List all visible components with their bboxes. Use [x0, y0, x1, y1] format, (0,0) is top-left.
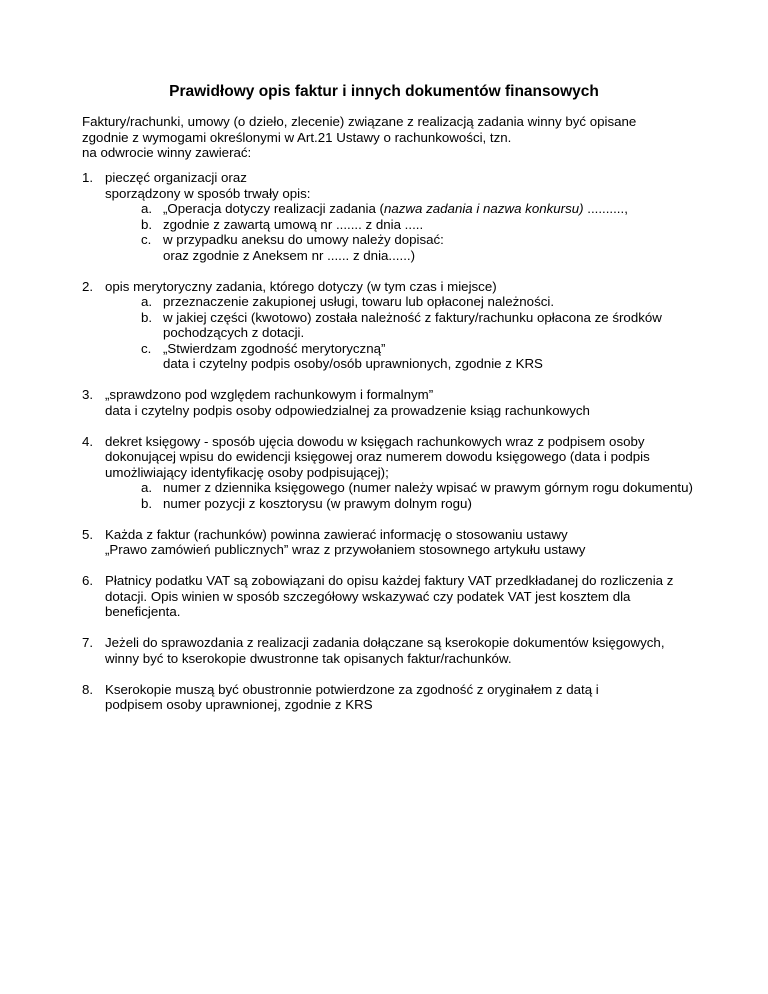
- sub-item-letter: a.: [141, 294, 153, 309]
- item-line: dokonującej wpisu do ewidencji księgowej oraz numerem dowodu księgowego (data i podpis: [105, 449, 650, 464]
- sub-item-letter: a.: [141, 480, 153, 495]
- sub-item: [105, 480, 692, 496]
- page-title: Prawidłowy opis faktur i innych dokumentów finansowych: [169, 83, 599, 100]
- item-line: data i czytelny podpis osoby odpowiedzialnej za prowadzenie ksiąg rachunkowych: [105, 402, 590, 418]
- sub-item-line: [163, 201, 692, 217]
- sub-item: [105, 310, 692, 341]
- item-line: Jeżeli do sprawozdania z realizacji zadania dołączane są kserokopie dokumentów księgowych,: [105, 635, 665, 650]
- sub-item-line: przeznaczenie zakupionej usługi, towaru lub opłaconej należności.: [163, 294, 555, 309]
- sub-item-text: „Operacja dotyczy realizacji zadania (: [163, 201, 384, 216]
- item-line: „Prawo zamówień publicznych” wraz z przywołaniem stosownego artykułu ustawy: [105, 542, 586, 557]
- list-item-6: [82, 573, 692, 620]
- intro-line: na odwrocie winny zawierać:: [82, 145, 252, 160]
- item-number: 3.: [82, 387, 94, 402]
- item-number: 5.: [82, 526, 94, 542]
- intro-paragraph: [82, 114, 682, 161]
- item-line: Kserokopie muszą być obustronnie potwierdzone za zgodność z oryginałem z datą i: [105, 681, 599, 697]
- sub-item: [105, 232, 692, 263]
- item-number: 7.: [82, 635, 94, 650]
- item-line: Płatnicy podatku VAT są zobowiązani do opisu każdej faktury VAT przedkładanej do rozliczenia z: [105, 573, 674, 588]
- sub-item-line: „Stwierdzam zgodność merytoryczną”: [163, 340, 386, 356]
- list-item-3: [82, 387, 692, 418]
- sub-item-line: oraz zgodnie z Aneksem nr ...... z dnia......): [163, 247, 416, 263]
- sub-item-letter: c.: [141, 340, 152, 356]
- item-line: dotacji. Opis winien w sposób szczegółowy wskazywać czy podatek VAT jest kosztem dla: [105, 588, 631, 604]
- sub-item-line: numer pozycji z kosztorysu (w prawym dolnym rogu): [163, 495, 472, 511]
- item-line: opis merytoryczny zadania, którego dotyczy (w tym czas i miejsce): [105, 278, 497, 294]
- item-line: podpisem osoby uprawnionej, zgodnie z KRS: [105, 697, 373, 712]
- list-item-7: [82, 635, 692, 666]
- list-item-5: [82, 527, 692, 558]
- sub-item-line: pochodzących z dotacji.: [163, 325, 305, 340]
- item-line: winny być to kserokopie dwustronne tak opisanych faktur/rachunków.: [105, 650, 512, 666]
- sub-item: [105, 201, 692, 217]
- item-line: „sprawdzono pod względem rachunkowym i formalnym”: [105, 387, 434, 402]
- intro-line: Faktury/rachunki, umowy (o dzieło, zlecenie) związane z realizacją zadania winny być opisane: [82, 114, 637, 129]
- sub-item-line: data i czytelny podpis osoby/osób uprawnionych, zgodnie z KRS: [163, 356, 543, 371]
- sub-item-letter: b.: [141, 495, 153, 511]
- item-number: 4.: [82, 433, 94, 449]
- sub-item: [105, 341, 692, 372]
- item-number: 6.: [82, 573, 94, 588]
- item-line: beneficjenta.: [105, 604, 181, 619]
- sub-item-letter: a.: [141, 201, 153, 216]
- item-number: 2.: [82, 278, 94, 294]
- sub-item: [105, 496, 692, 512]
- sub-item-text: ..........,: [583, 201, 628, 216]
- sub-item-letter: b.: [141, 309, 153, 325]
- sub-item-line: w przypadku aneksu do umowy należy dopisać:: [163, 232, 444, 247]
- list-item-4: [82, 434, 692, 512]
- requirements-list: [82, 170, 692, 728]
- sub-item-letter: b.: [141, 216, 153, 232]
- sub-item-letter: c.: [141, 232, 152, 247]
- sub-item: [105, 217, 692, 233]
- sub-item-line: w jakiej części (kwotowo) została należność z faktury/rachunku opłacona ze środków: [163, 309, 662, 325]
- sub-item-line: zgodnie z zawartą umową nr ....... z dnia .....: [163, 216, 424, 232]
- intro-line: zgodnie z wymogami określonymi w Art.21 Ustawy o rachunkowości, tzn.: [82, 129, 512, 145]
- sub-item-line: numer z dziennika księgowego (numer należy wpisać w prawym górnym rogu dokumentu): [163, 480, 693, 495]
- item-line: umożliwiający identyfikację osoby podpisującej);: [105, 464, 389, 480]
- sub-item: [105, 294, 692, 310]
- item-line: Każda z faktur (rachunków) powinna zawierać informację o stosowaniu ustawy: [105, 526, 568, 542]
- item-line: dekret księgowy - sposób ujęcia dowodu w księgach rachunkowych wraz z podpisem osoby: [105, 433, 645, 449]
- list-item-8: [82, 682, 692, 713]
- item-number: 8.: [82, 681, 94, 697]
- list-item-1: [82, 170, 692, 263]
- sub-item-italic-text: nazwa zadania i nazwa konkursu): [383, 201, 584, 216]
- item-line: sporządzony w sposób trwały opis:: [105, 185, 311, 201]
- item-number: 1.: [82, 170, 94, 185]
- list-item-2: [82, 279, 692, 372]
- item-line: pieczęć organizacji oraz: [105, 170, 247, 185]
